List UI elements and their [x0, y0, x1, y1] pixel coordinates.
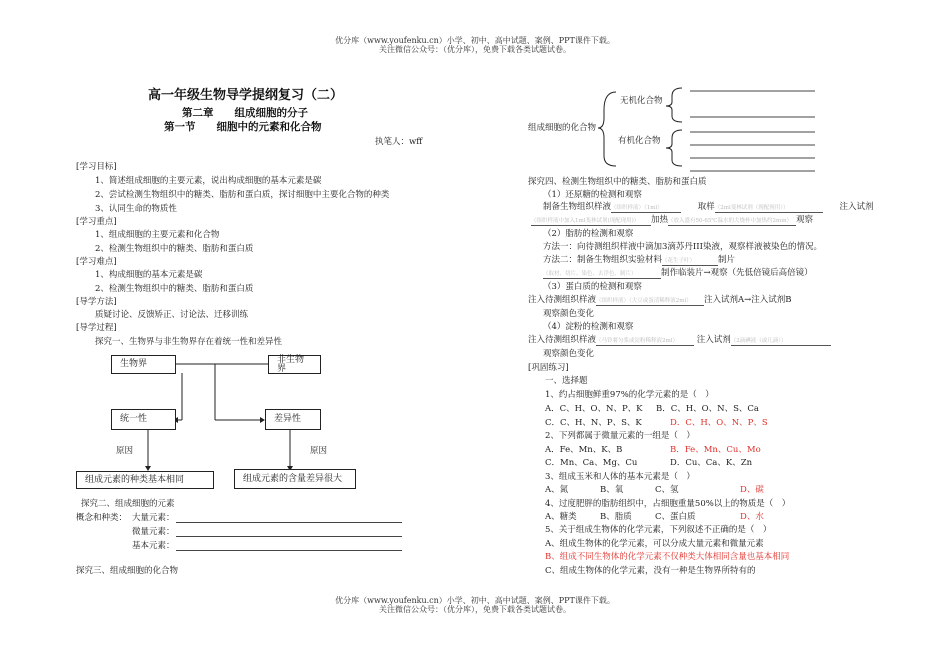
compound-label: 组成细胞的化合物: [528, 123, 597, 133]
question-1-options-row-2: C．C、H、N、P、S、K D．C、H、O、N、P、S: [545, 418, 768, 428]
question-5-option-c: C、组成生物体的化学元素，没有一种是生物界所特有的: [545, 566, 756, 576]
box-bio-world: 生物界: [111, 355, 176, 374]
author: 执笔人：wff: [375, 137, 423, 147]
protein-step-1: 注入待测组织样液（组织样液）（大豆或蛋清稀释液2ml） 注入试剂A→注入试剂B: [528, 295, 792, 305]
box-content-differs: 组成元素的含量差异很大: [234, 469, 356, 489]
box-nonbio-world: 非生物界: [268, 355, 321, 374]
difficulty-item: 1、构成细胞的基本元素是碳: [95, 270, 203, 280]
explore-4-heading: 探究四、检测生物组织中的糖类、脂肪和蛋白质: [528, 177, 707, 187]
fat-method-1: 方法一：向待测组织样液中滴加3滴苏丹III染液，观察样液被染色的情况。: [543, 242, 822, 252]
question-5-option-a: A、组成生物体的化学元素，可以分成大量元素和微量元素: [545, 539, 764, 549]
concept-label: 概念和种类：: [76, 513, 128, 523]
organic-label: 有机化合物: [618, 136, 661, 146]
inorganic-label: 无机化合物: [620, 96, 663, 106]
box-unity: 统一性: [111, 409, 176, 430]
sugar-step-2: （组织样液中加入1ml斐林试剂(现配现用)） 加热（放入盛有50-65℃温水的大烧杯中加热约2min） 观察: [531, 215, 814, 225]
process-heading: [导学过程]: [76, 323, 117, 333]
question-2-options-row-1: A．Fe、Mn、K、B B．Fe、Mn、Cu、Mo: [545, 445, 761, 455]
difficulty-item: 2、检测生物组织中的糖类、脂肪和蛋白质: [95, 284, 254, 294]
question-1: 1、约占细胞鲜重97%的化学元素的是（ ）: [545, 390, 714, 400]
micro-element-label: 微量元素：: [132, 527, 175, 537]
question-1-options-row-1: A．C、H、O、N、P、K B．C、H、O、N、S、Ca: [545, 404, 759, 414]
header-line-1: 优分库（www.youfenku.cn）小学、初中、高中试题、案例、PPT课件下载。: [335, 36, 615, 45]
reason-label-2: 原因: [310, 446, 328, 456]
sugar-heading: （1）还原糖的检测和观察: [543, 190, 642, 200]
question-5-option-b: B、组成不同生物体的化学元素不仅种类大体相同含量也基本相同: [545, 552, 790, 562]
question-4: 4、过度肥胖的脂肪组织中，占细胞重量50%以上的物质是（ ）: [545, 499, 791, 509]
goals-heading: [学习目标]: [76, 162, 117, 172]
reason-label-1: 原因: [116, 446, 134, 456]
method-heading: [导学方法]: [76, 297, 117, 307]
question-5: 5、关于组成生物体的化学元素，下列叙述不正确的是（ ）: [545, 525, 772, 535]
starch-observe: 观察颜色变化: [543, 349, 595, 359]
question-3-options: A、氮 B、氧 C、氢 D、碳: [545, 485, 764, 495]
footer-line-2: 关注微信公众号：（优分库），免费下载各类试题试卷。: [379, 605, 571, 614]
protein-observe: 观察颜色变化: [543, 309, 595, 319]
header-line-2: 关注微信公众号：（优分库），免费下载各类试题试卷。: [379, 45, 571, 54]
question-3: 3、组成玉米和人体的基本元素是（ ）: [545, 472, 695, 482]
fat-method-2: 方法二：制备生物组织实验材料（花生子叶） 制片: [543, 255, 736, 265]
fat-method-2b: （取材、切片、染色、去浮色、制片） 制作临装片→观察（先低倍镜后高倍镜）: [543, 268, 813, 278]
sugar-step-1: 制备生物组织样液（组织样液）（1ml） 取样（2ml斐林试剂（现配现用）） 注入试剂: [543, 202, 874, 212]
box-difference: 差异性: [265, 409, 321, 430]
basic-element-label: 基本元素：: [132, 541, 175, 551]
explore-3-heading: 探究三、组成细胞的化合物: [76, 566, 179, 576]
macro-element-label: 大量元素：: [132, 513, 175, 523]
page-title: 高一年级生物导学提纲复习（二）: [148, 88, 344, 103]
protein-heading: （3）蛋白质的检测和观察: [543, 282, 642, 292]
fat-heading: （2）脂肪的检测和观察: [543, 229, 634, 239]
box-same-element-types: 组成元素的种类基本相同: [76, 471, 214, 489]
choice-section: 一、选择题: [545, 376, 588, 386]
starch-step-1: 注入待测组织样液（马铃薯匀浆或淀粉稀释液2ml） 注入试剂（2滴碘液（或几滴））: [528, 336, 831, 346]
focus-item: 1、组成细胞的主要元素和化合物: [95, 230, 220, 240]
chapter-title: 第二章 组成细胞的分子: [182, 107, 308, 119]
question-2-options-row-2: C．Mn、Ca、Mg、Cu D．Cu、Ca、K、Zn: [545, 458, 753, 468]
review-heading: [巩固练习]: [528, 363, 569, 373]
focus-heading: [学习重点]: [76, 217, 117, 227]
goal-item: 3、认同生命的物质性: [95, 204, 177, 214]
focus-item: 2、检测生物组织中的糖类、脂肪和蛋白质: [95, 244, 254, 254]
section-title: 第一节 细胞中的元素和化合物: [164, 121, 322, 133]
question-2: 2、下列都属于微量元素的一组是（ ）: [545, 431, 695, 441]
difficulty-heading: [学习难点]: [76, 257, 117, 267]
starch-heading: （4）淀粉的检测和观察: [543, 322, 634, 332]
footer-line-1: 优分库（www.youfenku.cn）小学、初中、高中试题、案例、PPT课件下载。: [335, 596, 615, 605]
explore-2-heading: 探究二、组成细胞的元素: [81, 499, 175, 509]
explore-1-heading: 探究一、生物界与非生物界存在着统一性和差异性: [95, 337, 283, 347]
goal-item: 2、尝试检测生物组织中的糖类、脂肪和蛋白质，探讨细胞中主要化合物的种类: [95, 190, 390, 200]
goal-item: 1、简述组成细胞的主要元素，说出构成细胞的基本元素是碳: [95, 176, 322, 186]
method-text: 质疑讨论、反馈矫正、讨论法、迁移训练: [95, 310, 249, 320]
question-4-options: A、糖类 B、脂质 C、蛋白质 D、水: [545, 512, 764, 522]
